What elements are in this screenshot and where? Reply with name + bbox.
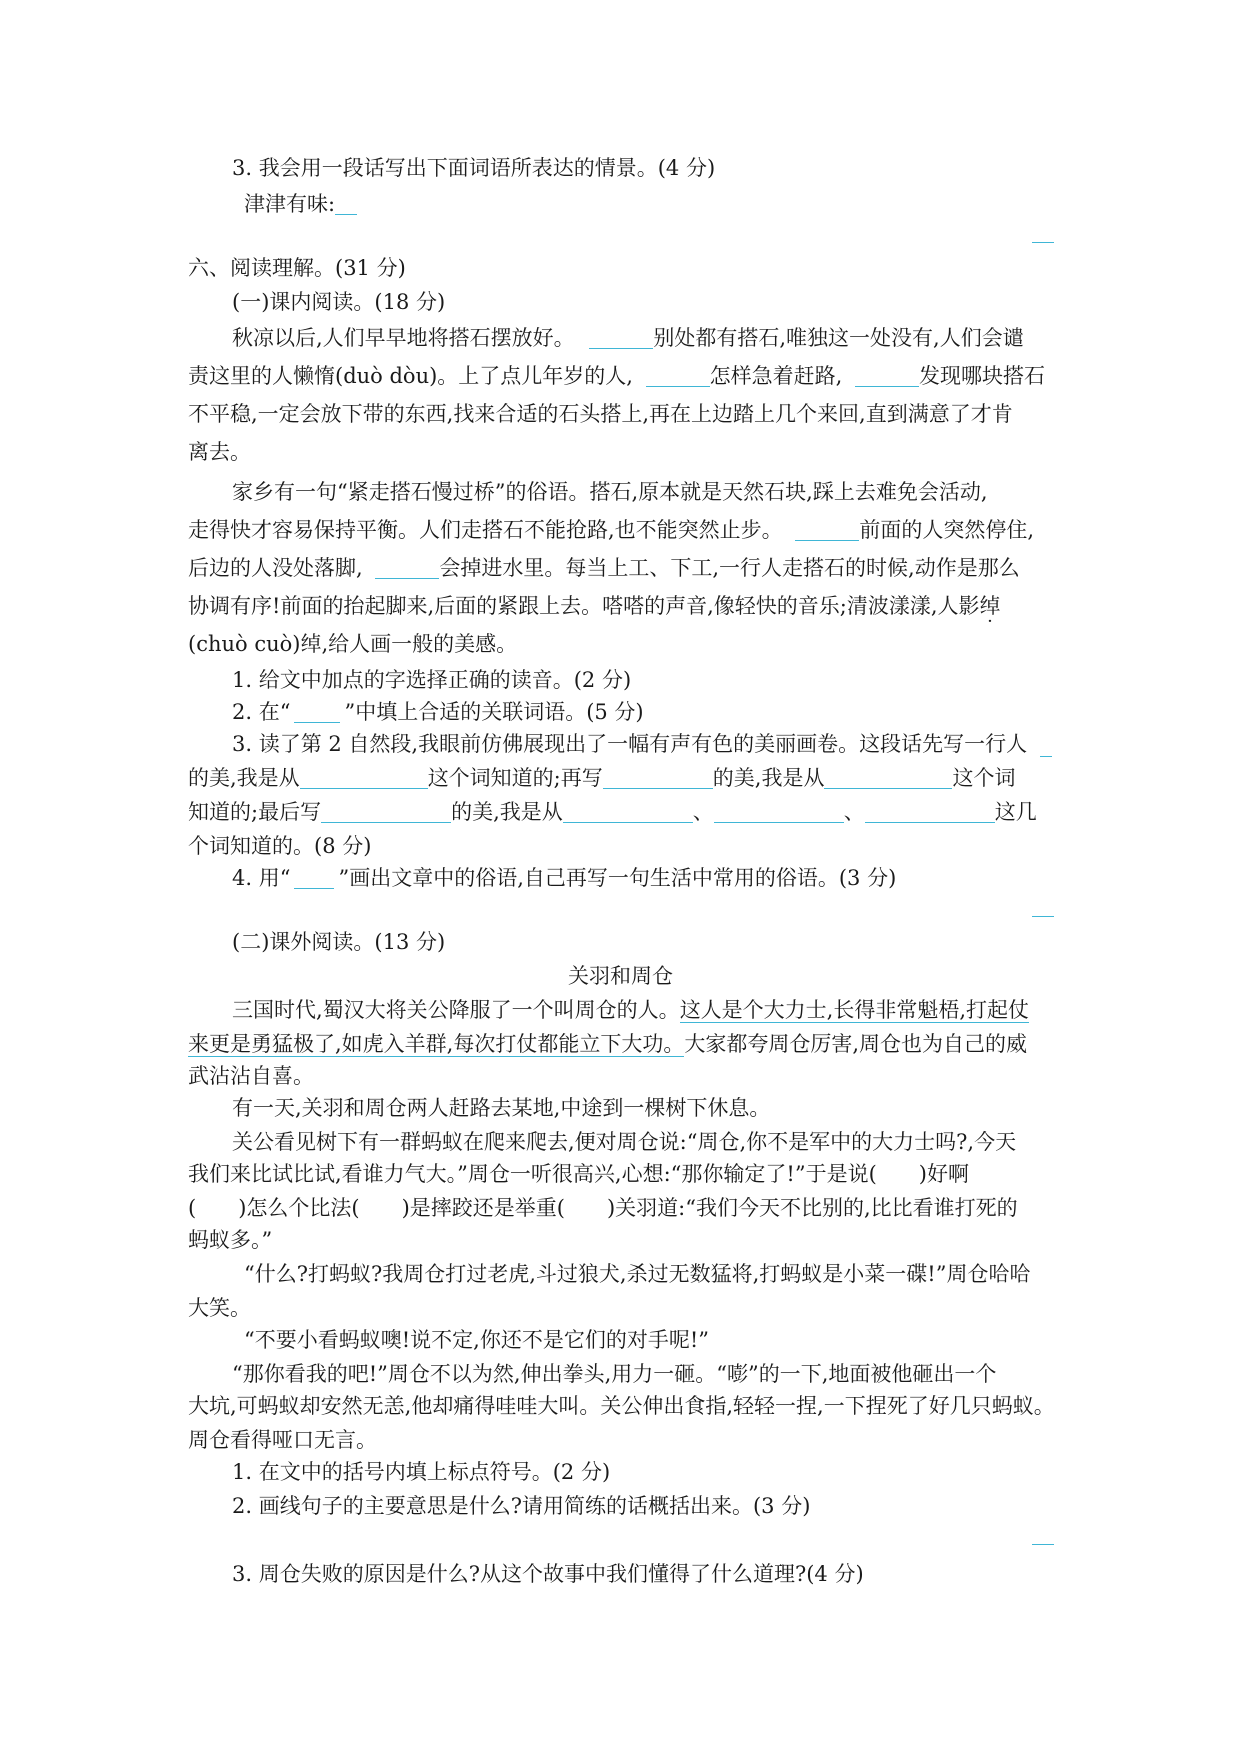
story-title: 关羽和周仓 bbox=[568, 964, 673, 988]
answer-blank[interactable] bbox=[865, 803, 995, 823]
part2-s6-line3: 周仓看得哑口无言。 bbox=[188, 1428, 377, 1452]
part1-q3-line1: 3. 读了第 2 自然段,我眼前仿佛展现出了一幅有声有色的美丽画卷。这段话先写一行人 bbox=[232, 732, 1028, 756]
text-segment: ”中填上合适的关联词语。(5 分) bbox=[344, 700, 644, 724]
text-segment: 知道的;最后写 bbox=[188, 800, 322, 824]
part2-s3-line4: 蚂蚁多。” bbox=[188, 1228, 273, 1252]
underlined-sentence: 这人是个大力士,长得非常魁梧,打起仗 bbox=[679, 998, 1030, 1022]
text-segment: 发现哪块搭石 bbox=[919, 364, 1046, 388]
answer-line-end[interactable] bbox=[1032, 1544, 1054, 1545]
part1-q2 bbox=[232, 698, 644, 726]
part2-q1: 1. 在文中的括号内填上标点符号。(2 分) bbox=[232, 1460, 611, 1484]
dotted-character: 绰 bbox=[979, 594, 1001, 618]
text-segment: 责这里的人懒惰(duò dòu)。上了点儿年岁的人, bbox=[188, 364, 633, 388]
text-segment: 走得快才容易保持平衡。人们走搭石不能抢路,也不能突然止步。 bbox=[188, 518, 783, 542]
part1-p1-line4: 离去。 bbox=[188, 440, 251, 464]
part1-p1-line2 bbox=[188, 362, 1045, 390]
text-segment: ”画出文章中的俗语,自己再写一句生活中常用的俗语。(3 分) bbox=[338, 866, 897, 890]
part2-s3-line2: 我们来比试比试,看谁力气大。”周仓一听很高兴,心想:“那你输定了!”于是说( )好啊 bbox=[188, 1162, 969, 1186]
text-segment: 后边的人没处落脚, bbox=[188, 556, 363, 580]
sample-blank bbox=[294, 869, 334, 889]
part1-p2-line2 bbox=[188, 516, 1034, 544]
part2-s4-line2: 大笑。 bbox=[188, 1296, 251, 1320]
text-segment: 的美,我是从 bbox=[188, 766, 300, 790]
answer-blank[interactable] bbox=[321, 803, 451, 823]
answer-blank[interactable] bbox=[824, 769, 952, 789]
text-segment: 4. 用“ bbox=[232, 866, 291, 890]
q3-word-line bbox=[244, 190, 357, 218]
answer-blank[interactable] bbox=[300, 769, 428, 789]
part1-heading: (一)课内阅读。(18 分) bbox=[232, 290, 446, 314]
text-segment: 会掉进水里。每当上工、下工,一行人走搭石的时候,动作是那么 bbox=[439, 556, 1020, 580]
text-segment: 秋凉以后,人们早早地将搭石摆放好。 bbox=[232, 326, 575, 350]
part2-s4-line1: “什么?打蚂蚁?我周仓打过老虎,斗过狼犬,杀过无数猛将,打蚂蚁是小菜一碟!”周仓哈哈 bbox=[244, 1262, 1031, 1286]
answer-blank[interactable] bbox=[335, 195, 357, 215]
text-segment: 怎样急着赶路, bbox=[709, 364, 843, 388]
part2-s1-line1 bbox=[232, 996, 1029, 1024]
text-segment: 协调有序!前面的抬起脚来,后面的紧跟上去。嗒嗒的声音,像轻快的音乐;清波漾漾,人影 bbox=[188, 594, 980, 618]
conjunction-blank-2[interactable] bbox=[646, 367, 710, 387]
conjunction-blank-3[interactable] bbox=[855, 367, 919, 387]
answer-line-end[interactable] bbox=[1040, 756, 1052, 757]
conjunction-blank-4[interactable] bbox=[795, 521, 859, 541]
text-segment: 别处都有搭石,唯独这一处没有,人们会谴 bbox=[653, 326, 1024, 350]
part1-p2-line3 bbox=[188, 554, 1020, 582]
text-segment: 2. 在“ bbox=[232, 700, 291, 724]
part1-q1: 1. 给文中加点的字选择正确的读音。(2 分) bbox=[232, 668, 632, 692]
answer-blank[interactable] bbox=[603, 769, 713, 789]
text-segment: 、 bbox=[692, 800, 714, 824]
text-segment: 这几 bbox=[994, 800, 1037, 824]
part1-q3-line3 bbox=[188, 798, 1037, 826]
sample-blank bbox=[294, 703, 340, 723]
part1-p2-line1: 家乡有一句“紧走搭石慢过桥”的俗语。搭石,原本就是天然石块,踩上去难免会活动, bbox=[232, 480, 988, 504]
section6-heading: 六、阅读理解。(31 分) bbox=[188, 256, 406, 280]
text-segment: 前面的人突然停住, bbox=[859, 518, 1035, 542]
part2-s6-line1: “那你看我的吧!”周仓不以为然,伸出拳头,用力一砸。“嘭”的一下,地面被他砸出一个 bbox=[232, 1362, 997, 1386]
text-segment: 的美,我是从 bbox=[712, 766, 825, 790]
text-segment: 这个词知道的;再写 bbox=[427, 766, 603, 790]
conjunction-blank-5[interactable] bbox=[375, 559, 439, 579]
text-segment: 的美,我是从 bbox=[451, 800, 563, 824]
part1-p1-line1 bbox=[232, 324, 1024, 352]
conjunction-blank-1[interactable] bbox=[589, 329, 653, 349]
part2-q2: 2. 画线句子的主要意思是什么?请用简练的话概括出来。(3 分) bbox=[232, 1494, 811, 1518]
part2-s3-line1: 关公看见树下有一群蚂蚁在爬来爬去,便对周仓说:“周仓,你不是军中的大力士吗?,今天 bbox=[232, 1130, 1017, 1154]
part1-q4 bbox=[232, 864, 896, 892]
part2-s6-line2: 大坑,可蚂蚁却安然无恙,他却痛得哇哇大叫。关公伸出食指,轻轻一捏,一下捏死了好几只蚂蚁。 bbox=[188, 1394, 1055, 1418]
part1-p2-line5: (chuò cuò)绰,给人画一般的美感。 bbox=[188, 632, 518, 656]
part1-p1-line3: 不平稳,一定会放下带的东西,找来合适的石头搭上,再在上边踏上几个来回,直到满意了才肯 bbox=[188, 402, 1013, 426]
part2-s1-line3: 武沾沾自喜。 bbox=[188, 1064, 314, 1088]
part2-s3-line3: ( )怎么个比法( )是摔跤还是举重( )关羽道:“我们今天不比别的,比比看谁打死的 bbox=[188, 1196, 1018, 1220]
answer-blank[interactable] bbox=[714, 803, 844, 823]
text-segment: 这个词 bbox=[952, 766, 1016, 790]
part2-s2: 有一天,关羽和周仓两人赶路去某地,中途到一棵树下休息。 bbox=[232, 1096, 771, 1120]
part1-p2-line4 bbox=[188, 592, 1001, 620]
part2-s5: “不要小看蚂蚁噢!说不定,你还不是它们的对手呢!” bbox=[244, 1328, 710, 1352]
answer-line-end[interactable] bbox=[1032, 242, 1054, 243]
q3-question: 3. 我会用一段话写出下面词语所表达的情景。(4 分) bbox=[232, 156, 716, 180]
answer-blank[interactable] bbox=[563, 803, 693, 823]
part2-heading: (二)课外阅读。(13 分) bbox=[232, 930, 446, 954]
text-segment: 、 bbox=[843, 800, 865, 824]
answer-line-end[interactable] bbox=[1032, 916, 1054, 917]
part1-q3-line4: 个词知道的。(8 分) bbox=[188, 834, 372, 858]
text-segment: 大家都夸周仓厉害,周仓也为自己的威 bbox=[684, 1032, 1028, 1056]
text-segment: 三国时代,蜀汉大将关公降服了一个叫周仓的人。 bbox=[232, 998, 680, 1022]
q3-word: 津津有味: bbox=[244, 192, 336, 216]
part2-s1-line2 bbox=[188, 1030, 1027, 1058]
part1-q3-line2 bbox=[188, 764, 1015, 792]
part2-q3: 3. 周仓失败的原因是什么?从这个故事中我们懂得了什么道理?(4 分) bbox=[232, 1562, 864, 1586]
underlined-sentence: 来更是勇猛极了,如虎入羊群,每次打仗都能立下大功。 bbox=[188, 1032, 685, 1056]
